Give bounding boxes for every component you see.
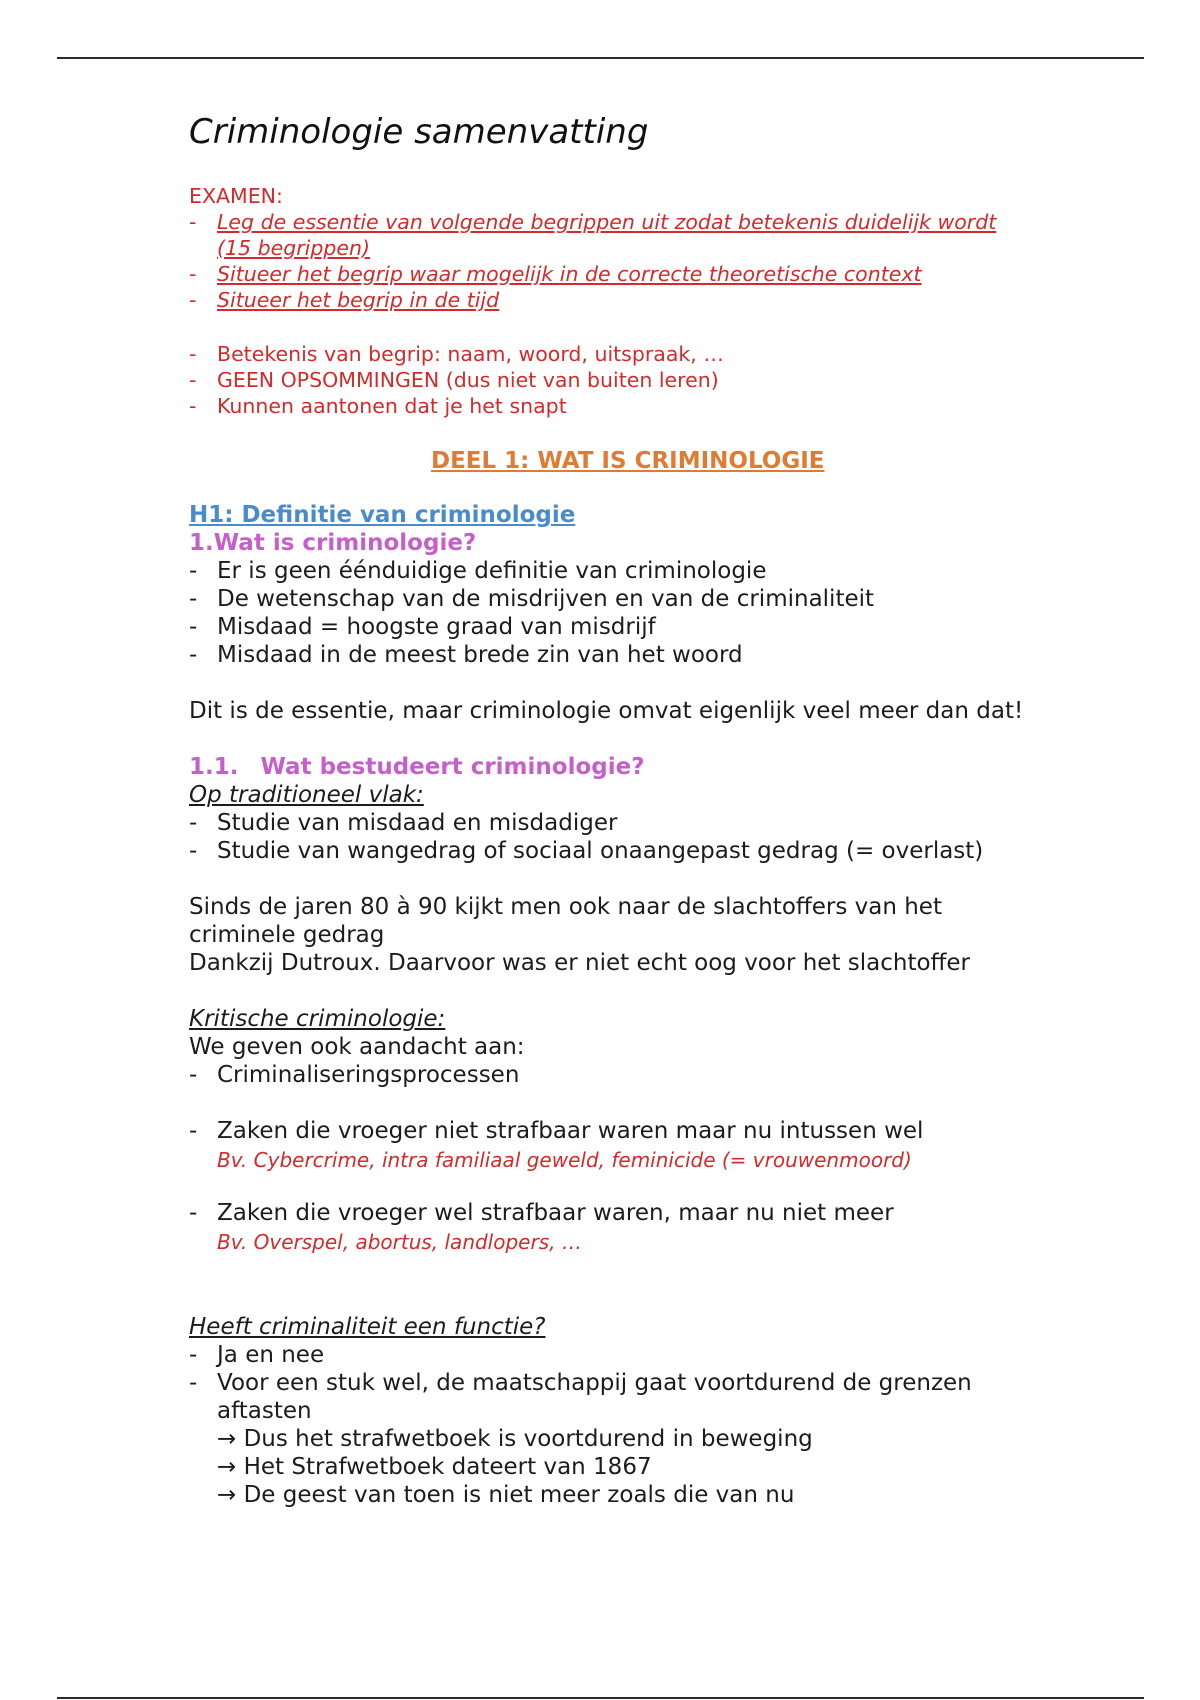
dash: - <box>189 262 197 286</box>
header-rule <box>57 57 1144 59</box>
list-item-text: Voor een stuk wel, de maatschappij gaat voortdurend de grenzen <box>217 1370 972 1396</box>
dash: - <box>189 810 198 836</box>
dash: - <box>189 1370 198 1396</box>
arrow-line-text: Het Strafwetboek dateert van 1867 <box>243 1454 652 1480</box>
paragraph-line: We geven ook aandacht aan: <box>189 1034 525 1060</box>
list-item-text: Studie van wangedrag of sociaal onaangepast gedrag (= overlast) <box>217 838 984 864</box>
dash: - <box>189 1062 198 1088</box>
list-item-text: Studie van misdaad en misdadiger <box>217 810 618 836</box>
dash: - <box>189 1342 198 1368</box>
label-critical: Kritische criminologie: <box>189 1006 446 1032</box>
arrow-right-icon: → <box>217 1454 237 1480</box>
examen-item-text: (15 begrippen) <box>217 236 370 260</box>
list-item-text: Er is geen éénduidige definitie van criminologie <box>217 558 767 584</box>
paragraph-line: Dankzij Dutroux. Daarvoor was er niet echt oog voor het slachtoffer <box>189 950 971 976</box>
dash: - <box>189 586 198 612</box>
arrow-line-text: De geest van toen is niet meer zoals die van nu <box>243 1482 795 1508</box>
dash: - <box>189 288 197 312</box>
list-item-text: De wetenschap van de misdrijven en van de criminaliteit <box>217 586 875 612</box>
subsection-title: Wat bestudeert criminologie? <box>260 754 645 780</box>
examen-item-text: Situeer het begrip waar mogelijk in de correcte theoretische context <box>217 262 922 286</box>
subsection-number: 1.1. <box>189 754 239 780</box>
example-text: Bv. Overspel, abortus, landlopers, … <box>217 1230 582 1254</box>
dash: - <box>189 558 198 584</box>
arrow-line <box>217 1482 794 1508</box>
dash: - <box>189 642 198 668</box>
list-item-text: Criminaliseringsprocessen <box>217 1062 520 1088</box>
examen-item-text: Leg de essentie van volgende begrippen uit zodat betekenis duidelijk wordt <box>217 210 997 234</box>
examen-rule-text: GEEN OPSOMMINGEN (dus niet van buiten leren) <box>217 368 719 392</box>
dash: - <box>189 368 197 392</box>
section-title: Wat is criminologie? <box>213 530 477 556</box>
arrow-line-text: Dus het strafwetboek is voortdurend in beweging <box>243 1426 813 1452</box>
page-title: Criminologie samenvatting <box>189 112 649 152</box>
paragraph: Dit is de essentie, maar criminologie omvat eigenlijk veel meer dan dat! <box>189 698 1024 724</box>
arrow-right-icon: → <box>217 1482 237 1508</box>
section-number: 1. <box>189 530 214 556</box>
section-heading <box>189 530 476 556</box>
list-item-text: Zaken die vroeger niet strafbaar waren maar nu intussen wel <box>217 1118 924 1144</box>
list-item-text: Zaken die vroeger wel strafbaar waren, maar nu niet meer <box>217 1200 894 1226</box>
dash: - <box>189 210 197 234</box>
list-item-text: Ja en nee <box>217 1342 325 1368</box>
paragraph-line: Sinds de jaren 80 à 90 kijkt men ook naar de slachtoffers van het <box>189 894 942 920</box>
arrow-right-icon: → <box>217 1426 237 1452</box>
label-traditional: Op traditioneel vlak: <box>189 782 424 808</box>
examen-heading: EXAMEN: <box>189 184 283 208</box>
arrow-line <box>217 1454 652 1480</box>
subsection-heading <box>189 754 645 780</box>
list-item-text: Misdaad in de meest brede zin van het woord <box>217 642 743 668</box>
dash: - <box>189 614 198 640</box>
dash: - <box>189 1118 198 1144</box>
arrow-line <box>217 1426 813 1452</box>
part-title: DEEL 1: WAT IS CRIMINOLOGIE <box>431 448 825 474</box>
chapter-heading: H1: Definitie van criminologie <box>189 502 576 528</box>
footer-rule <box>57 1697 1144 1699</box>
examen-item-text: Situeer het begrip in de tijd <box>217 288 500 312</box>
examen-rule-text: Betekenis van begrip: naam, woord, uitspraak, … <box>217 342 724 366</box>
label-function: Heeft criminaliteit een functie? <box>189 1314 546 1340</box>
list-item-text: aftasten <box>217 1398 312 1424</box>
dash: - <box>189 394 197 418</box>
example-text: Bv. Cybercrime, intra familiaal geweld, feminicide (= vrouwenmoord) <box>217 1148 912 1172</box>
dash: - <box>189 1200 198 1226</box>
list-item-text: Misdaad = hoogste graad van misdrijf <box>217 614 656 640</box>
dash: - <box>189 838 198 864</box>
paragraph-line: criminele gedrag <box>189 922 385 948</box>
examen-rule-text: Kunnen aantonen dat je het snapt <box>217 394 567 418</box>
dash: - <box>189 342 197 366</box>
